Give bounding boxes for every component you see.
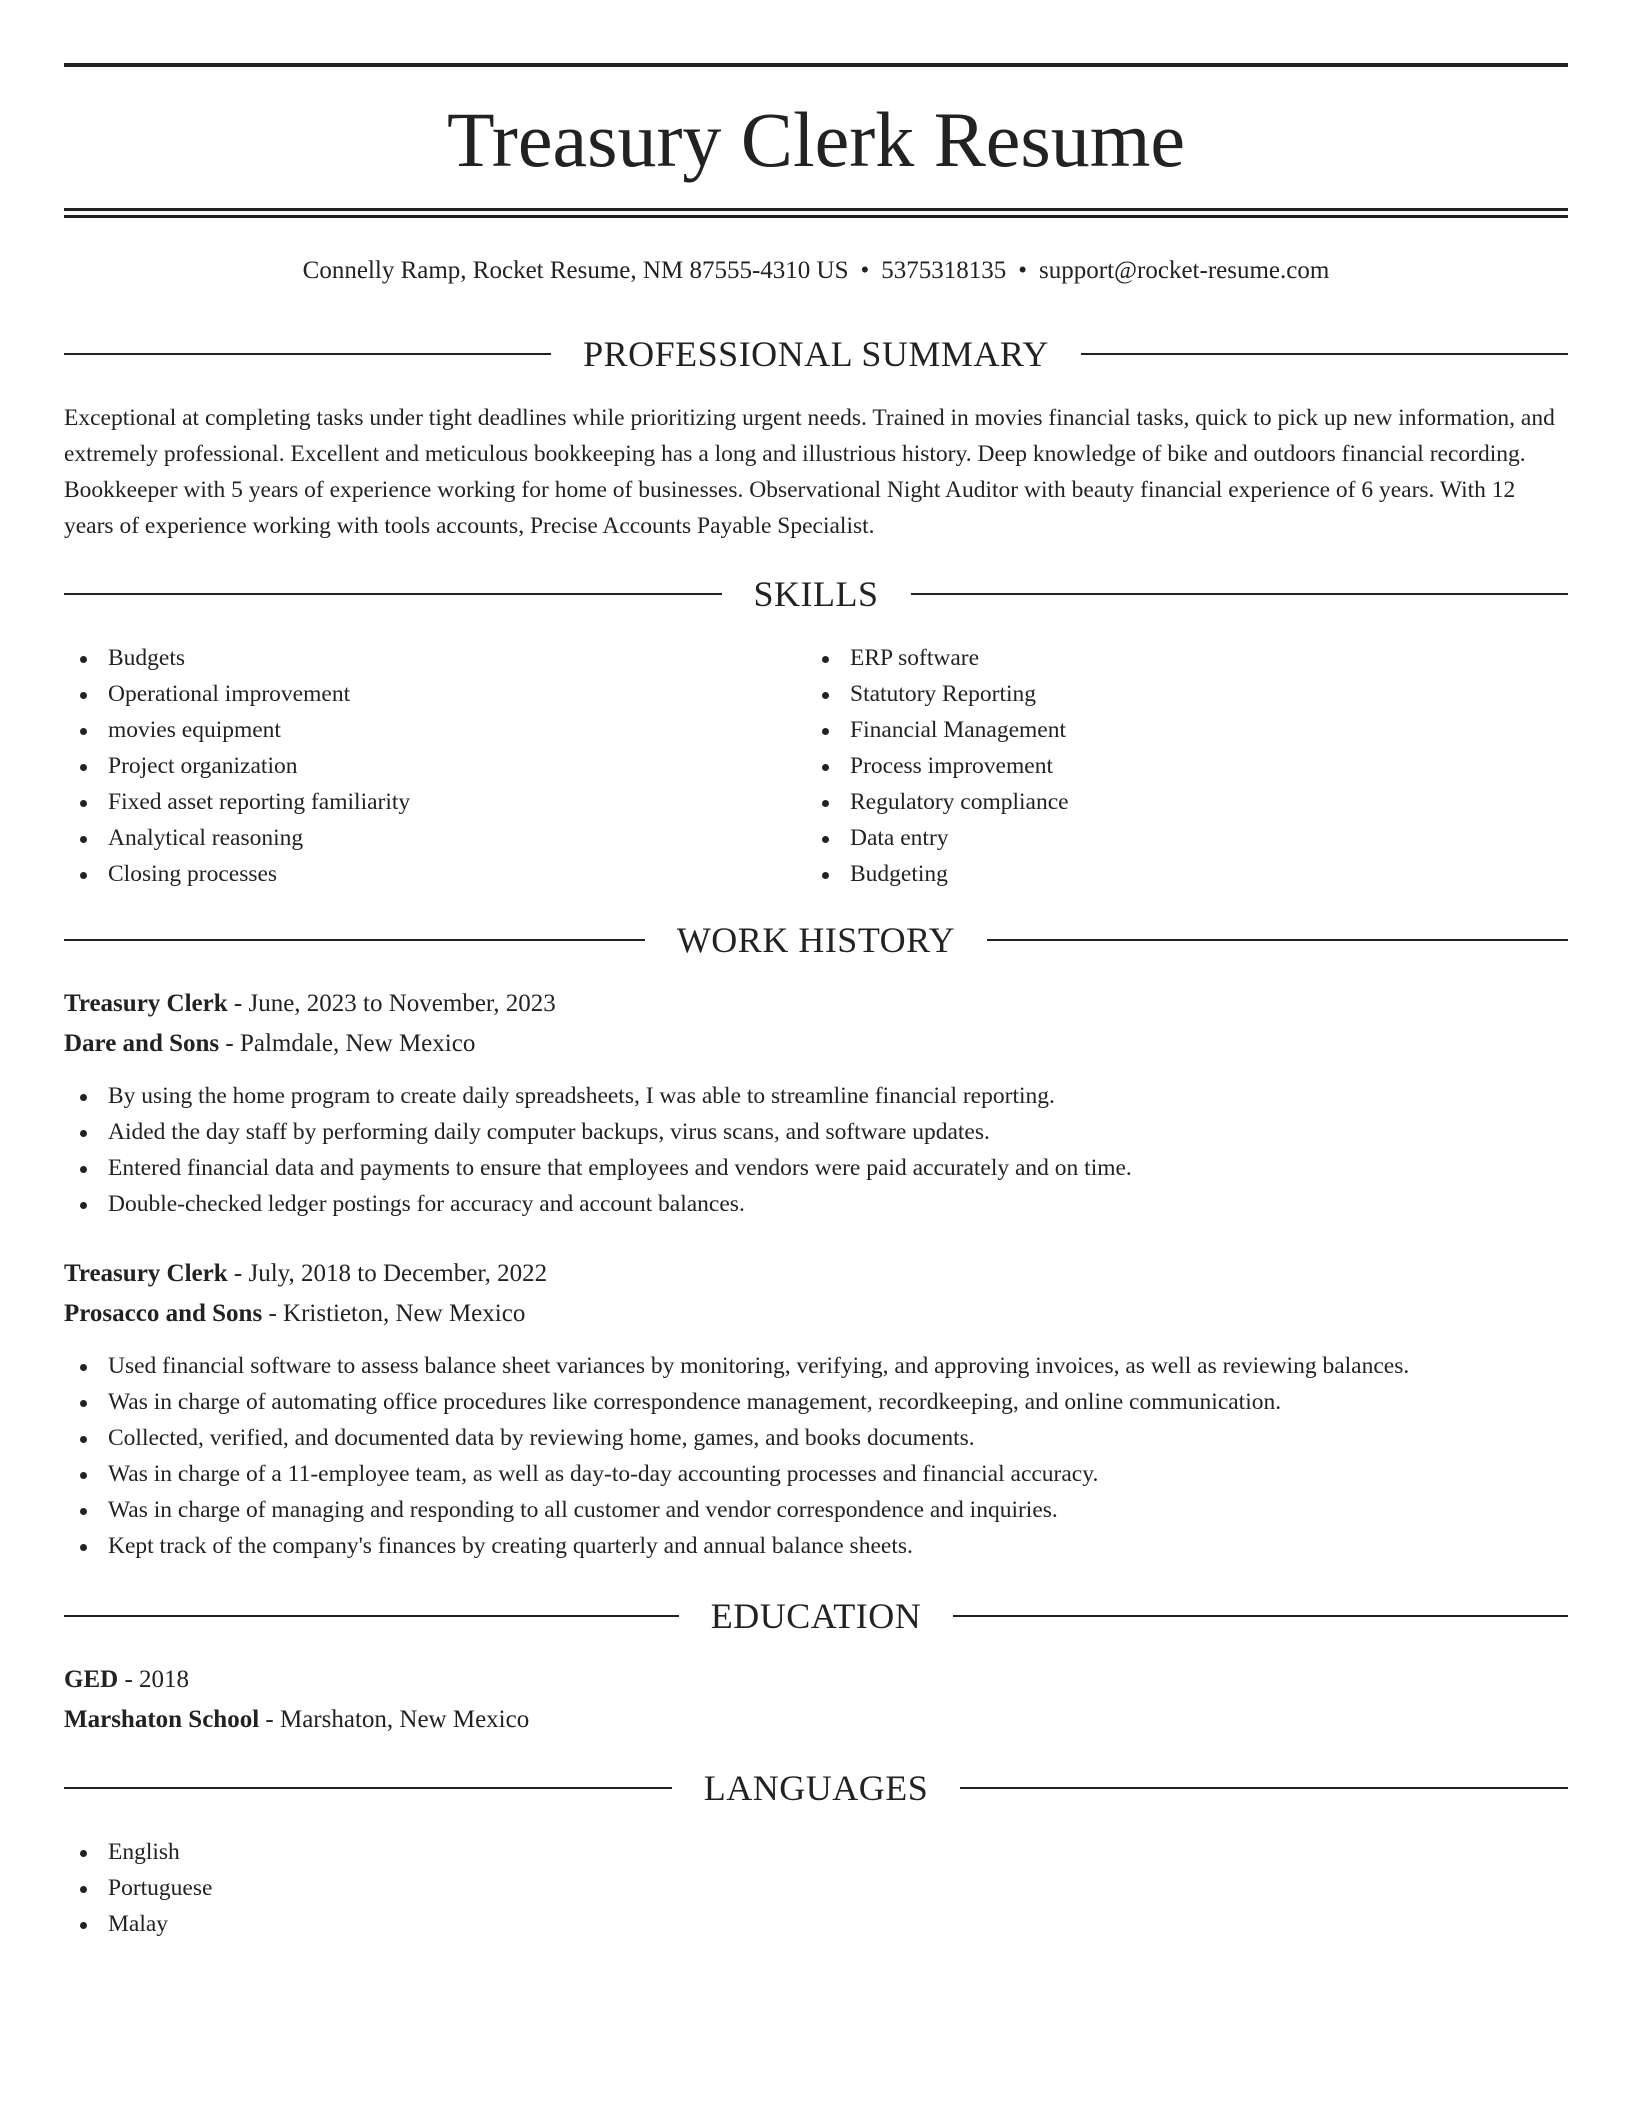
skill-item: Analytical reasoning <box>64 820 764 856</box>
job-bullet: Entered financial data and payments to ensure that employees and vendors were paid accurately and on time. <box>64 1150 1568 1186</box>
skills-list-right <box>806 640 1506 892</box>
divider-line <box>953 1615 1568 1617</box>
skill-item: Closing processes <box>64 856 764 892</box>
divider-line <box>64 939 645 941</box>
summary-section-header <box>64 332 1568 376</box>
job-title: Treasury Clerk <box>64 990 228 1017</box>
resume-title: Treasury Clerk Resume <box>446 96 1186 183</box>
education-year: - 2018 <box>118 1666 190 1693</box>
job-bullet: Was in charge of a 11-employee team, as well as day-to-day accounting processes and financial accuracy. <box>64 1456 1568 1492</box>
divider-line <box>64 593 722 595</box>
skill-item: Budgets <box>64 640 764 676</box>
skill-item: Statutory Reporting <box>806 676 1506 712</box>
divider-line <box>64 1787 672 1789</box>
work-section-header <box>64 918 1568 962</box>
skill-item: Data entry <box>806 820 1506 856</box>
job-title-line <box>64 986 1568 1022</box>
work-heading: WORK HISTORY <box>676 920 956 960</box>
divider-line <box>911 593 1569 595</box>
education-degree-line <box>64 1662 1568 1698</box>
skill-item: Financial Management <box>806 712 1506 748</box>
job-bullet-list <box>64 1078 1568 1222</box>
contact-line <box>64 256 1568 286</box>
skill-item: Regulatory compliance <box>806 784 1506 820</box>
job-company: Prosacco and Sons <box>64 1300 263 1327</box>
title-top-rule <box>64 63 1568 67</box>
skills-section-header <box>64 572 1568 616</box>
education-heading: EDUCATION <box>710 1596 922 1636</box>
skill-item: movies equipment <box>64 712 764 748</box>
job-bullet-list <box>64 1348 1568 1564</box>
summary-heading: PROFESSIONAL SUMMARY <box>583 334 1049 374</box>
skill-item: Operational improvement <box>64 676 764 712</box>
language-item: English <box>64 1834 1568 1870</box>
skills-list-left <box>64 640 764 892</box>
divider-line <box>987 939 1568 941</box>
summary-text: Exceptional at completing tasks under tight deadlines while prioritizing urgent needs. Trained in movies financial tasks, quick to pick up new information, and extremely professional. Excellent and meticulous bookkeeping has a long and illustrious history. Deep knowledge of bike and outdoors financial recording. Bookkeeper with 5 years of experience working for home of businesses. Observational Night Auditor with beauty financial experience of 6 years. With 12 years of experience working with tools accounts, Precise Accounts Payable Specialist. <box>64 405 1555 539</box>
language-item: Portuguese <box>64 1870 1568 1906</box>
job-title: Treasury Clerk <box>64 1260 228 1287</box>
job-bullet: Aided the day staff by performing daily computer backups, virus scans, and software updates. <box>64 1114 1568 1150</box>
languages-heading: LANGUAGES <box>703 1768 929 1808</box>
languages-section-header <box>64 1766 1568 1810</box>
job-bullet: Collected, verified, and documented data by reviewing home, games, and books documents. <box>64 1420 1568 1456</box>
education-section-header <box>64 1594 1568 1638</box>
skill-item: Budgeting <box>806 856 1506 892</box>
job-location: - Palmdale, New Mexico <box>219 1030 476 1057</box>
contact-address: Connelly Ramp, Rocket Resume, NM 87555-4310 US <box>302 257 849 284</box>
job-bullet: By using the home program to create daily spreadsheets, I was able to streamline financial reporting. <box>64 1078 1568 1114</box>
job-bullet: Double-checked ledger postings for accuracy and account balances. <box>64 1186 1568 1222</box>
divider-line <box>64 1615 679 1617</box>
contact-separator: • <box>860 257 870 284</box>
education-school: Marshaton School <box>64 1706 260 1733</box>
skill-item: Project organization <box>64 748 764 784</box>
job-title-line <box>64 1256 1568 1292</box>
contact-separator: • <box>1018 257 1028 284</box>
job-dates: - June, 2023 to November, 2023 <box>227 990 556 1017</box>
job-bullet: Was in charge of managing and responding to all customer and vendor correspondence and inquiries. <box>64 1492 1568 1528</box>
job-company-line <box>64 1026 1568 1062</box>
language-item: Malay <box>64 1906 1568 1942</box>
skill-item: Fixed asset reporting familiarity <box>64 784 764 820</box>
job-location: - Kristieton, New Mexico <box>262 1300 526 1327</box>
divider-line <box>960 1787 1568 1789</box>
education-school-line <box>64 1702 1568 1738</box>
divider-line <box>1081 353 1568 355</box>
contact-email: support@rocket-resume.com <box>1039 257 1330 284</box>
job-bullet: Used financial software to assess balance sheet variances by monitoring, verifying, and approving invoices, as well as reviewing balances. <box>64 1348 1568 1384</box>
education-degree: GED <box>64 1666 119 1693</box>
job-bullet: Kept track of the company's finances by creating quarterly and annual balance sheets. <box>64 1528 1568 1564</box>
job-bullet: Was in charge of automating office procedures like correspondence management, recordkeeping, and online communication. <box>64 1384 1568 1420</box>
skills-heading: SKILLS <box>753 574 879 614</box>
education-location: - Marshaton, New Mexico <box>259 1706 530 1733</box>
title-bottom-double-rule <box>64 208 1568 218</box>
job-company-line <box>64 1296 1568 1332</box>
job-company: Dare and Sons <box>64 1030 220 1057</box>
skill-item: Process improvement <box>806 748 1506 784</box>
languages-list <box>64 1834 1568 1942</box>
skill-item: ERP software <box>806 640 1506 676</box>
contact-phone: 5375318135 <box>881 257 1007 284</box>
divider-line <box>64 353 551 355</box>
job-dates: - July, 2018 to December, 2022 <box>227 1260 548 1287</box>
